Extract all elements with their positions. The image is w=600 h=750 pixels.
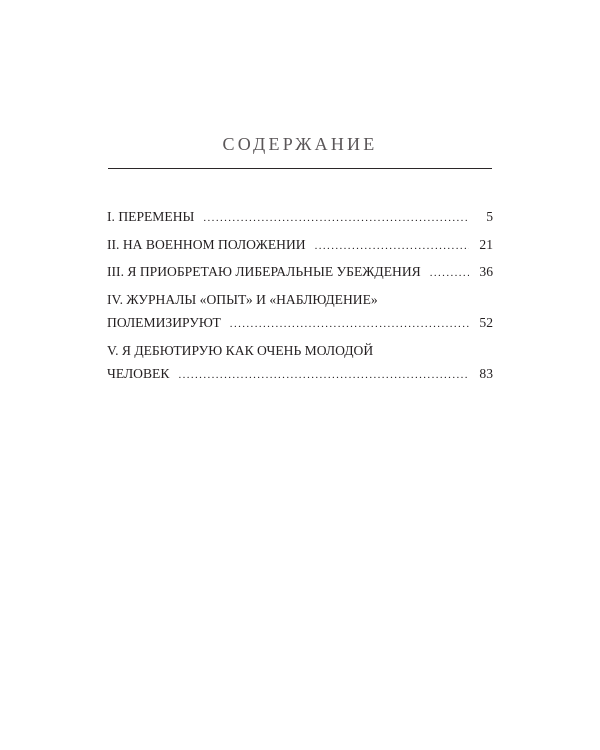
table-of-contents bbox=[107, 205, 493, 390]
toc-entry-line bbox=[107, 205, 493, 231]
toc-entry-line bbox=[107, 288, 493, 312]
toc-page-number: 83 bbox=[479, 366, 493, 381]
toc-entry-title: I. ПЕРЕМЕНЫ bbox=[107, 209, 195, 224]
dot-leader bbox=[203, 207, 469, 231]
toc-entry-line bbox=[107, 233, 493, 259]
dot-leader bbox=[230, 313, 469, 337]
toc-entry-title-line-2: ПОЛЕМИЗИРУЮТ bbox=[107, 315, 221, 330]
toc-entry-2 bbox=[107, 233, 493, 259]
heading-rule bbox=[108, 168, 492, 169]
toc-entry-5 bbox=[107, 339, 493, 388]
dot-leader bbox=[178, 364, 469, 388]
toc-entry-title-line-2: ЧЕЛОВЕК bbox=[107, 366, 170, 381]
toc-page-number: 21 bbox=[479, 236, 493, 252]
toc-entry-line bbox=[107, 339, 493, 363]
toc-entry-4 bbox=[107, 288, 493, 337]
toc-entry-title: III. Я ПРИОБРЕТАЮ ЛИБЕРАЛЬНЫЕ УБЕЖДЕНИЯ bbox=[107, 264, 421, 279]
toc-page-number: 5 bbox=[486, 209, 493, 224]
toc-entry-line bbox=[107, 260, 493, 286]
toc-entry-line bbox=[107, 311, 493, 337]
toc-heading: СОДЕРЖАНИЕ bbox=[222, 134, 378, 154]
toc-page-number: 36 bbox=[479, 264, 493, 279]
toc-entry-title: II. НА ВОЕННОМ ПОЛОЖЕНИИ bbox=[107, 236, 306, 252]
dot-leader bbox=[315, 235, 469, 259]
toc-entry-title-line-1: V. Я ДЕБЮТИРУЮ КАК ОЧЕНЬ МОЛОДОЙ bbox=[107, 342, 374, 358]
toc-page-number: 52 bbox=[479, 315, 493, 330]
dot-leader bbox=[430, 262, 469, 286]
toc-entry-1 bbox=[107, 205, 493, 231]
toc-entry-3 bbox=[107, 260, 493, 286]
toc-entry-line bbox=[107, 362, 493, 388]
toc-entry-title-line-1: IV. ЖУРНАЛЫ «ОПЫТ» И «НАБЛЮДЕНИЕ» bbox=[107, 291, 378, 307]
